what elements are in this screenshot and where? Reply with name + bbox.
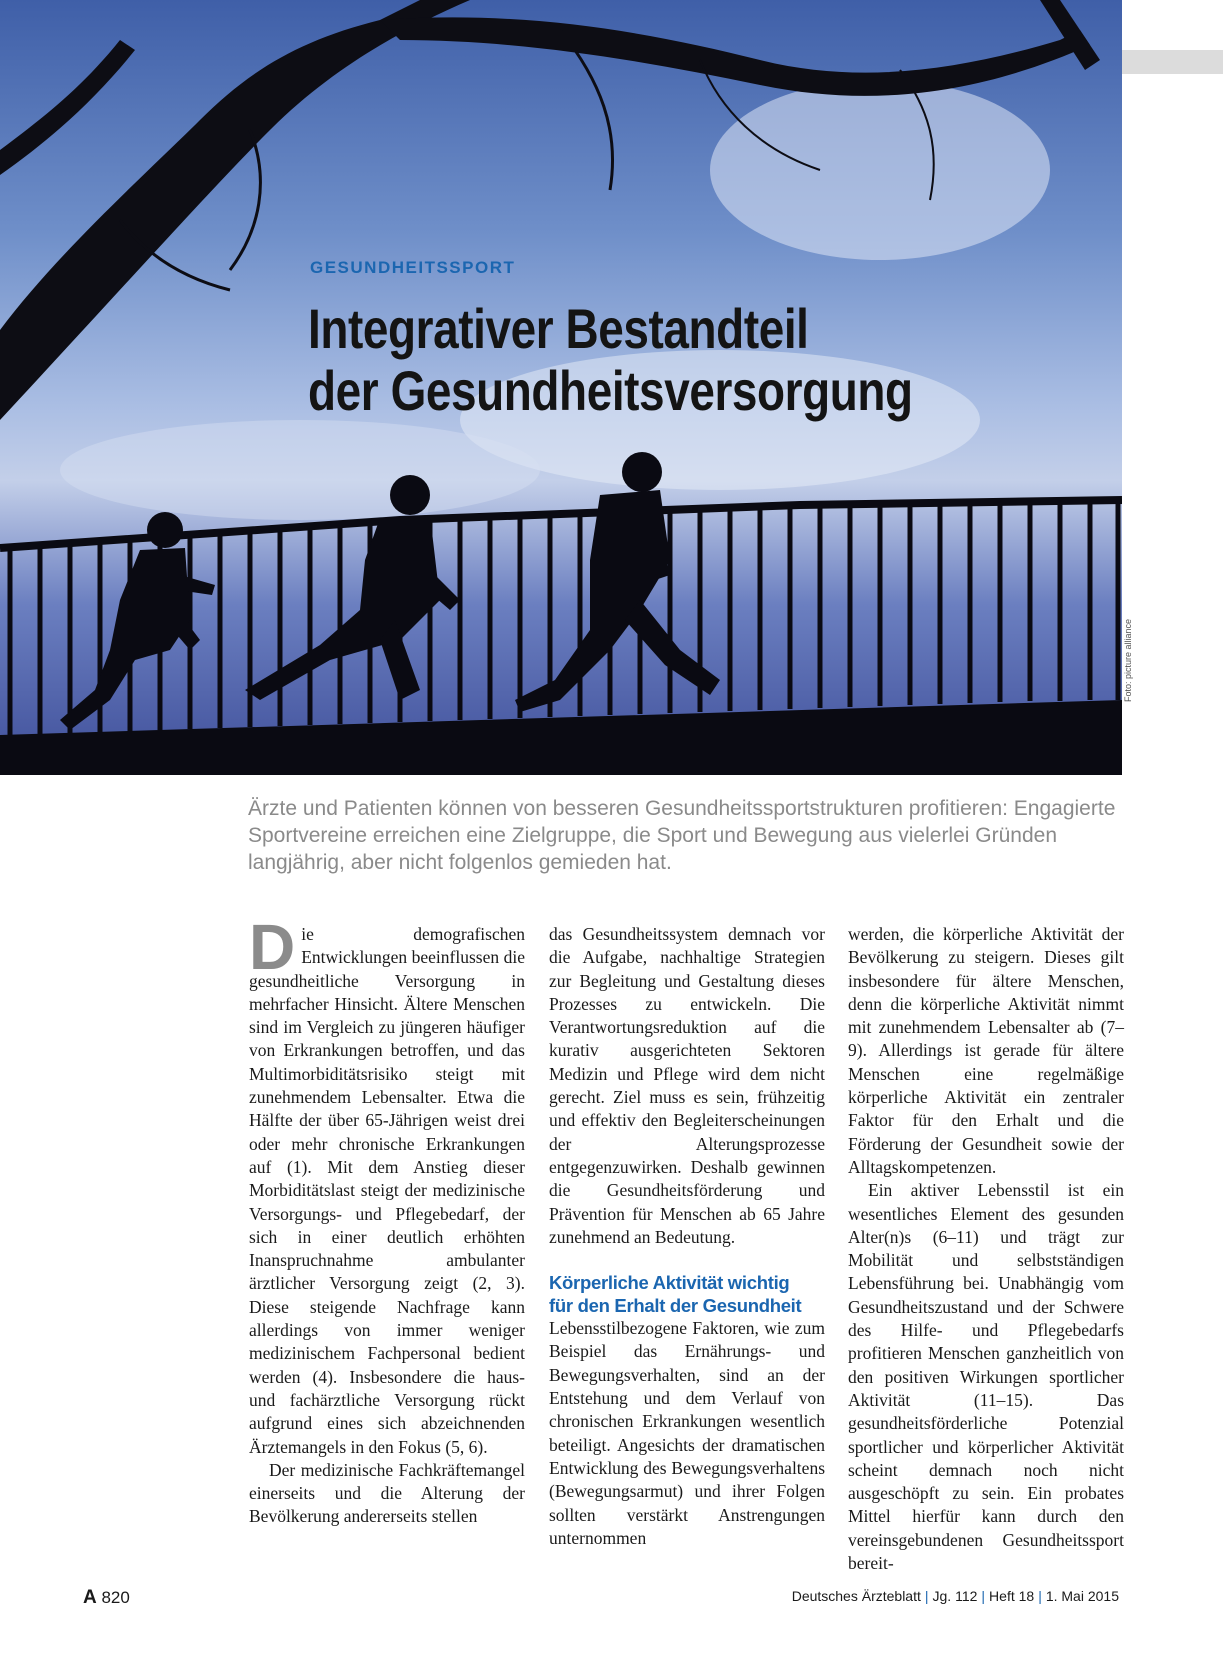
journal-volume: Jg. 112 xyxy=(932,1588,978,1604)
paragraph: das Gesundheitssystem demnach vor die Aufgabe, nachhaltige Strategien zur Begleitung und Gestaltung dieses Prozesses zu entwickeln. Die Verantwortungsreduktion auf die kurativ ausgerichteten Sektoren Medizin und Pflege wird dem nicht gerecht. Ziel muss es sein, frühzeitig und effektiv den Begleiterscheinungen der Alterungsprozesse entgegenzuwirken. Deshalb gewinnen die Gesundheitsförderung und Prävention für Menschen ab 65 Jahre zunehmend an Bedeutung. xyxy=(549,924,825,1247)
paragraph: Der medizinische Fachkräftemangel einerseits und die Alterung der Bevölkerung andererseits stellen xyxy=(249,1459,525,1527)
hero-photo xyxy=(0,0,1122,775)
separator: | xyxy=(1038,1588,1042,1604)
paragraph: Lebensstilbezogene Faktoren, wie zum Beispiel das Ernährungs- und Bewegungsverhalten, sind an der Entstehung und dem Verlauf von chronischen Erkrankungen wesentlich beteiligt. Angesichts der dramatischen Entwicklung des Bewegungsverhaltens (Bewegungsarmut) und ihrer Folgen sollten verstärkt Anstrengungen unternommen xyxy=(549,1318,825,1548)
page-number-value: 820 xyxy=(101,1588,130,1607)
title-line-2: der Gesundheitsversorgung xyxy=(308,359,913,422)
article-column-2 xyxy=(549,923,825,1550)
section-tab-marker xyxy=(1122,50,1223,74)
article-title xyxy=(308,298,931,422)
page-number xyxy=(83,1587,130,1609)
page-prefix: A xyxy=(83,1587,97,1608)
separator: | xyxy=(981,1588,986,1604)
separator: | xyxy=(924,1588,929,1604)
subheading-line-2: für den Erhalt der Gesundheit xyxy=(549,1295,802,1317)
article-lead: Ärzte und Patienten können von besseren Gesundheitssportstrukturen profitieren: Engagierte Sportvereine erreichen eine Zielgruppe, die Sport und Bewegung aus vielerlei Gründen langjährig, aber nicht folgenlos gemieden hat. xyxy=(248,797,1116,874)
title-line-1: Integrativer Bestandteil xyxy=(308,297,809,360)
journal-issue: Heft 18 xyxy=(989,1588,1035,1604)
photo-credit: Foto: picture alliance xyxy=(1123,618,1133,702)
paragraph xyxy=(249,911,525,1459)
journal-date: 1. Mai 2015 xyxy=(1045,1588,1119,1604)
article-column-1 xyxy=(249,911,525,1529)
paragraph-text: ie demografischen Entwicklungen beeinflussen die gesundheitliche Versorgung in mehrfacher Hinsicht. Ältere Menschen sind im Vergleich zu jüngeren häufiger von Erkrankungen betroffen, und das Multimorbiditätsrisiko steigt mit zunehmendem Lebensalter. Etwa die Hälfte der über 65-Jährigen weist drei oder mehr chronische Erkrankungen auf (1). Mit dem Anstieg dieser Morbiditätslast steigt der medizinische Versorgungs- und Pflegebedarf, der sich in einer deutlich erhöhten Inanspruchnahme ambulanter ärztlicher Versorgung zeigt (2, 3). Diese steigende Nachfrage kann allerdings von immer weniger medizinischem Fachpersonal bedient werden (4). Insbesondere die haus- und fachärztliche Versorgung rückt aufgrund eines sich abzeichnenden Ärztemangels in den Fokus (5, 6). xyxy=(249,924,525,1457)
journal-footer xyxy=(792,1588,1119,1604)
subheading xyxy=(549,1271,825,1317)
journal-name: Deutsches Ärzteblatt xyxy=(791,1588,921,1604)
subheading-line-1: Körperliche Aktivität wichtig xyxy=(549,1272,790,1294)
article-column-3 xyxy=(848,923,1124,1575)
paragraph: Ein aktiver Lebensstil ist ein wesentliches Element des gesunden Alter(n)s (6–11) und trägt zur Mobilität und selbstständigen Lebensführung bei. Unabhängig vom Gesundheitszustand und der Schwere des Hilfe- und Pflegebedarfs profitieren Menschen ganzheitlich von den positiven Wirkungen sportlicher Aktivität (11–15). Das gesundheitsförderliche Potenzial sportlicher und körperlicher Aktivität scheint demnach noch nicht ausgeschöpft zu sein. Ein probates Mittel hierfür kann durch den vereinsgebundenen Gesundheitssport bereit- xyxy=(848,1180,1124,1574)
paragraph: werden, die körperliche Aktivität der Bevölkerung zu steigern. Dieses gilt insbesondere für ältere Menschen, denn die körperliche Aktivität nimmt mit zunehmendem Lebensalter ab (7–9). Allerdings ist gerade für ältere Menschen eine regelmäßige körperliche Aktivität ein zentraler Faktor für den Erhalt und die Förderung der Gesundheit sowie der Alltagskompetenzen. xyxy=(848,924,1124,1177)
drop-cap: D xyxy=(249,911,296,983)
section-kicker: GESUNDHEITSSPORT xyxy=(310,258,516,277)
